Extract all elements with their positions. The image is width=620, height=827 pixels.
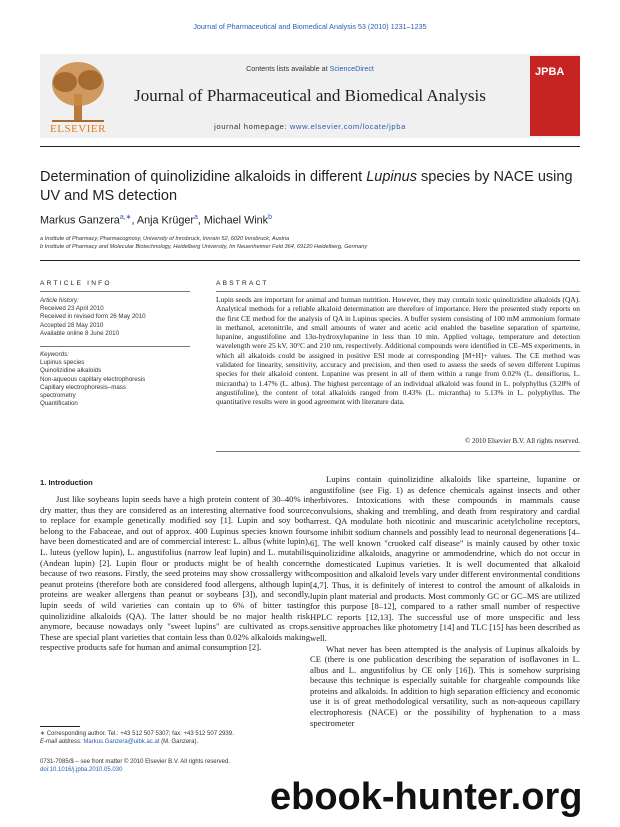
homepage-prefix: journal homepage:: [214, 122, 290, 131]
keyword-list: [40, 351, 180, 408]
homepage-link[interactable]: www.elsevier.com/locate/jpba: [289, 122, 406, 131]
author-name[interactable]: Anja Krüger: [136, 214, 194, 227]
abstract-bottom-rule: [216, 451, 580, 452]
keyword: Quantification: [40, 400, 78, 408]
title-genus: Lupinus: [366, 169, 417, 185]
contents-prefix: Contents lists available at: [246, 64, 330, 73]
affiliation-rule: [40, 260, 580, 261]
history-item: Received 23 April 2010: [40, 305, 104, 313]
doi-link[interactable]: doi:10.1016/j.jpba.2010.05.030: [40, 767, 123, 773]
issn-line: 0731-7085/$ – see front matter © 2010 Elsevier B.V. All rights reserved.: [40, 759, 230, 765]
intro-left-column: [40, 494, 310, 653]
keywords-rule: [40, 346, 190, 347]
article-info-rule: [40, 291, 190, 292]
title-text-1: Determination of quinolizidine alkaloids in different: [40, 169, 367, 185]
article-info-heading: ARTICLE INFO: [40, 280, 112, 287]
email-suffix: (M. Ganzera).: [159, 739, 199, 745]
keywords-label: Keywords:: [40, 351, 69, 358]
author-list: Markus Ganzera$^{a,∗}$, Anja Krüger$^a$, Michael Wink$^b$: [40, 214, 272, 227]
author-name[interactable]: Michael Wink: [203, 214, 269, 227]
journal-citation[interactable]: Journal of Pharmaceutical and Biomedical Analysis 53 (2010) 1231–1235: [193, 22, 427, 31]
copyright-notice: © 2010 Elsevier B.V. All rights reserved.: [464, 437, 580, 445]
article-title: [40, 168, 580, 206]
section-heading: 1. Introduction: [40, 478, 93, 487]
keyword: spectrometry: [40, 392, 76, 400]
abstract-rule: [216, 291, 580, 292]
cover-title: JPBA: [535, 66, 565, 78]
intro-right-column: [310, 474, 580, 728]
keyword: Capillary electrophoresis–mass: [40, 383, 126, 391]
keyword: Non-aqueous capillary electrophoresis: [40, 375, 146, 383]
contents-line: [120, 64, 500, 73]
sciencedirect-link[interactable]: ScienceDirect: [329, 64, 374, 73]
watermark: ebook-hunter.org: [270, 768, 620, 827]
article-history: [40, 297, 180, 338]
journal-cover-thumbnail: [530, 56, 580, 136]
abstract-heading: ABSTRACT: [216, 280, 269, 287]
title-text-2: species by NACE using UV and MS detection: [40, 169, 573, 204]
history-item: Received in revised form 26 May 2010: [40, 313, 146, 321]
author-affil-mark[interactable]: b: [268, 214, 272, 221]
paragraph: What never has been attempted is the analysis of Lupinus alkaloids by CE (there is one publication describing the separation of isoflavones in L. albus and L. angustifolius by CE only [16]). This is somehow surprising because this technique is especially suitable for chargeable compounds like proteins and alkaloids. In addition to high separation efficiency and economic use it is of great methodological versatility, such as non-aqueous capillary electrophoresis (NACE) or the possibility of hyphenation to a mass spectrometer: [310, 643, 580, 728]
email-link[interactable]: Markus.Ganzera@uibk.ac.at: [83, 739, 160, 745]
abstract-text: Lupin seeds are important for animal and human nutrition. However, they may contain toxic quinolizidine alkaloids (QA). Analytical methods for a reliable alkaloid determination are therefore of importance. Here the presented study reports on the first CE method for the analysis of QA in Lupinus species. A buffer system consisting of 100 mM ammonium formate in methanol, acetonitrile, and small amounts of water and acetic acid enabled the baseline separation of sparteine, lupanine, angustifoline and 13α-hydroxylupanine in less than 10 min. Applied voltage, temperature and detection wavelength were 25 kV, 30°C and 210 nm, respectively. Additional compounds were identified in CE–MS experiments, in which all alkaloids could be assigned in positive ESI mode at corresponding [M+H]+ values. The CE method was validated for linearity, sensitivity, accuracy and precision, and then used to assess the seeds of seven different Lupinus species for their alkaloid content. Lupanine was present in all of them within a range from 0.02% (L. densiflorus, L. micrantha) to 1.47% (L. albus). The highest percentage of an individual alkaloid was found in L. polyphyllus (3.28% of angustifoline), the content of total alkaloids ranged from 0.43% (L. micrantha) to 5.13% in L. polyphyllus. The quantitative results were in good agreement with literature data.: [216, 295, 580, 407]
paragraph: Lupins contain quinolizidine alkaloids like sparteine, lupanine or angustifoline (see Fig. 1) as defence chemicals against insects and other herbivores. Intoxications with these compounds in mammals cause convulsions, shaking and trembling, and death from respiratory and cardial arrest. QA modulate both nicotinic and muscarinic acetylcholine receptors, some inhibit sodium channels and possibly lead to neuronal degenerations [4–6]. The well known "crooked calf disease" is mainly caused by other toxic quinolizidine alkaloids, anagyrine or ammodendrine, which do not occur in the domesticated Lupinus varieties. It is well documented that alkaloid composition and alkaloid levels vary under different environmental conditions [4,7]. Thus, it is definitely of interest to control the amount of alkaloids in lupin plant material and products. Most commonly GC or GC–MS are utilized for this purpose [8–12], compared to a rather small number of respective HPLC reports [12,13]. The successful use of more unspecific and less sensitive approaches like photometry [14] and TLC [15] has been described as well.: [310, 474, 580, 643]
elsevier-wordmark: ELSEVIER: [50, 123, 106, 135]
history-label: Article history:: [40, 297, 79, 304]
affiliation: b Institute of Pharmacy and Molecular Biotechnology, Heidelberg University, Im Neuenheimer Feld 364, 69120 Heidelberg, Germany: [40, 244, 368, 250]
history-item: Available online 8 June 2010: [40, 329, 120, 337]
keyword: Lupinus species: [40, 359, 85, 367]
journal-homepage: [120, 122, 500, 131]
footnote: [40, 730, 310, 746]
author-affil-mark[interactable]: a: [193, 214, 198, 221]
paragraph: Just like soybeans lupin seeds have a high protein content of 30–40% in dry matter, thus they are considered as an interesting alternative food source to replace for example genetically modified soy [1]. Lupin and soy both belong to the Fabaceae, and out of approx. 400 Lupinus species known four have been domesticated and are of commercial interest: L. albus (white lupin), L. luteus (yellow lupin), L. angustifolius (narrow leaf lupin) and L. mutabilis (Andean lupin) [2]. Lupin flour or products might be of health concern because of two reasons. Firstly, the seed proteins may show crossallergy with peanut proteins (therefore both are considered food allergens, although lupin proteins are weaker allergens than peanut or soybeans [3]), and secondly, lupin seeds of wild varieties can contain up to 6% of bitter tasting quinolizidine alkaloids (QA). The latter should be no major health risk anymore, because nowadays only "sweet lupins" are cultivated as crops. These are special plant varieties that contain less than 0.02% alkaloids making respective products safe for human and animal consumption [2].: [40, 494, 310, 653]
affiliation: a Institute of Pharmacy, Pharmacognosy, University of Innsbruck, Innrain 52, 6020 Innsbruck, Austria: [40, 236, 290, 242]
author-affil-mark[interactable]: a,∗: [119, 214, 132, 221]
journal-title: Journal of Pharmaceutical and Biomedical Analysis: [134, 86, 486, 105]
header-rule: [40, 146, 580, 147]
footnote-rule: [40, 726, 80, 727]
author-name[interactable]: Markus Ganzera: [40, 214, 120, 227]
history-item: Accepted 28 May 2010: [40, 321, 104, 329]
email-label: E-mail address:: [40, 739, 84, 745]
keyword: Quinolizidine alkaloids: [40, 367, 102, 375]
corresponding-author-note: ∗ Corresponding author. Tel.: +43 512 507 5307; fax: +43 512 507 2939.: [40, 731, 234, 737]
